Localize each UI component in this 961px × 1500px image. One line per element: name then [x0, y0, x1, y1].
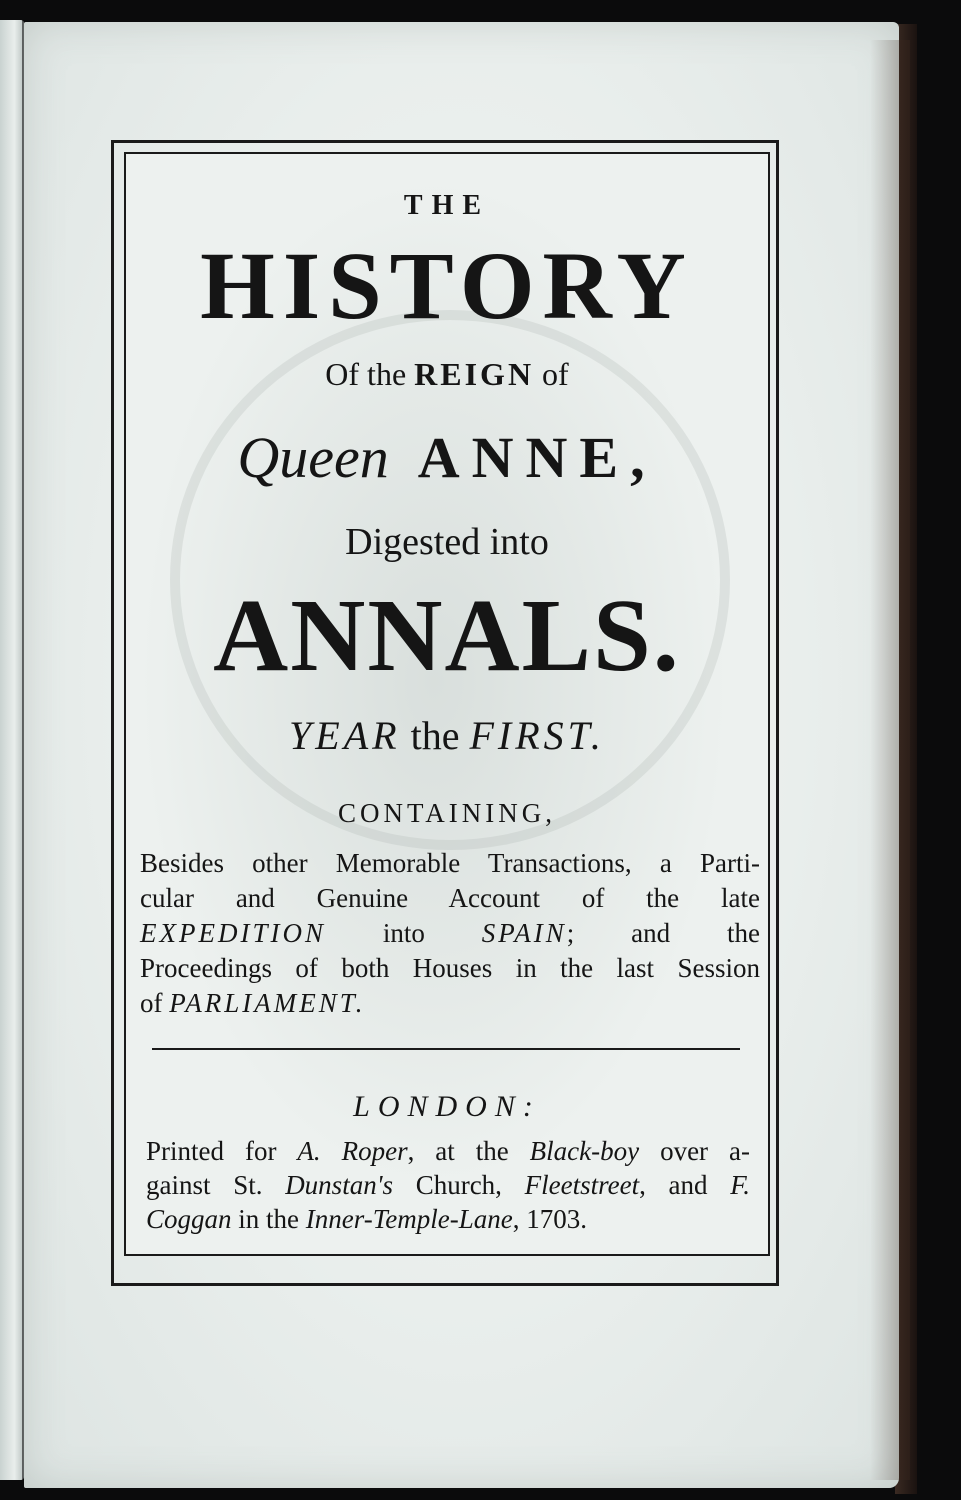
printer-name: A. Roper — [297, 1136, 408, 1166]
imprint-city: LONDON: — [353, 1090, 541, 1123]
imprint-l2-a: gainst St. — [146, 1170, 286, 1200]
parliament-word: PARLIAMENT. — [169, 988, 366, 1018]
church-name: Dunstan's — [285, 1170, 393, 1200]
imprint-l3-b: in the — [231, 1204, 306, 1234]
description-line-3-into: into — [325, 918, 482, 948]
anne-word: ANNE, — [417, 425, 657, 490]
imprint-l1-e: over a- — [639, 1136, 750, 1166]
containing-heading: CONTAINING, — [337, 798, 557, 828]
description-line-3-end: ; and the — [566, 918, 760, 948]
street-name: Fleetstreet — [524, 1170, 640, 1200]
imprint-year: , 1703. — [512, 1204, 587, 1234]
imprint-l1-a: Printed for — [146, 1136, 298, 1166]
imprint-line-3 — [146, 1202, 750, 1236]
imprint-l1-c: , at the — [407, 1136, 530, 1166]
first-word: FIRST. — [469, 713, 605, 758]
imprint-line-2 — [146, 1168, 750, 1202]
horizontal-rule — [152, 1048, 740, 1050]
description-line-5-of: of — [140, 988, 170, 1018]
reign-word: REIGN — [414, 356, 535, 392]
title-annals: ANNALS. — [213, 578, 681, 693]
lane-name: Inner-Temple-Lane — [305, 1204, 513, 1234]
queen-line — [124, 426, 770, 490]
reign-line-post: of — [534, 356, 569, 392]
digested-into: Digested into — [345, 521, 549, 563]
shop-sign: Black-boy — [529, 1136, 640, 1166]
expedition-word: EXPEDITION — [140, 918, 326, 948]
year-the: the — [400, 713, 470, 758]
queen-word: Queen — [237, 425, 389, 490]
title-the: THE — [403, 190, 491, 221]
spain-word: SPAIN — [481, 918, 567, 948]
imprint-line-1 — [146, 1134, 750, 1168]
title-history: HISTORY — [200, 232, 694, 339]
imprint-l2-e: , and — [639, 1170, 731, 1200]
left-page-edge — [0, 20, 24, 1480]
imprint-l2-f: F. — [730, 1170, 751, 1200]
description-line-4: Proceedings of both Houses in the last Session — [140, 953, 760, 983]
description-line-5 — [140, 986, 760, 1021]
imprint-l2-c: Church, — [392, 1170, 525, 1200]
year-line — [124, 712, 770, 759]
reign-line — [124, 356, 770, 393]
description-line-1: Besides other Memorable Transactions, a Parti- — [140, 848, 760, 878]
imprint-paragraph — [146, 1134, 750, 1236]
year-word: YEAR — [289, 713, 401, 758]
description-line-2: cular and Genuine Account of the late — [140, 883, 760, 913]
reign-line-pre: Of the — [325, 356, 415, 392]
description-line-3 — [140, 916, 760, 951]
description-paragraph — [140, 846, 760, 1021]
second-printer-name: Coggan — [146, 1204, 232, 1234]
